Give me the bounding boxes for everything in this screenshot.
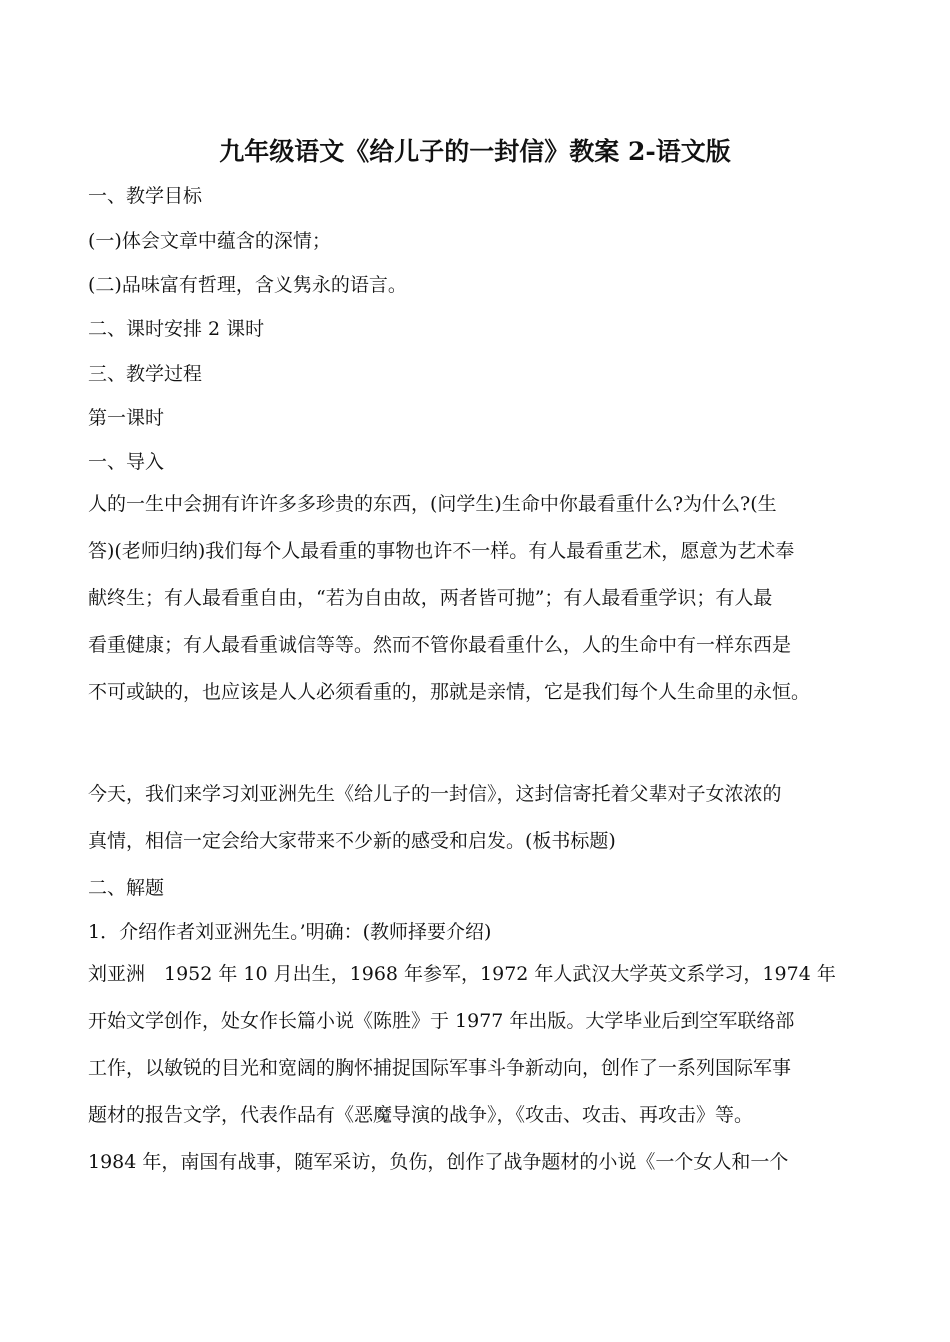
document-title: 九年级语文《给儿子的一封信》教案 2-语文版: [219, 137, 731, 166]
heading-intro: 一、导入: [88, 451, 165, 473]
text-line: 今天，我们来学习刘亚洲先生《给儿子的一封信》，这封信寄托着父辈对子女浓浓的: [88, 783, 782, 805]
list-item-1: 1．介绍作者刘亚洲先生。’明确：(教师择要介绍): [88, 921, 492, 943]
heading-jieti: 二、解题: [88, 877, 165, 899]
heading-process: 三、教学过程: [88, 363, 203, 385]
heading-goals: 一、教学目标: [88, 185, 203, 207]
text-line: 答)(老师归纳)我们每个人最看重的事物也许不一样。有人最看重艺术，愿意为艺术奉: [88, 540, 795, 562]
intro-paragraph-2: [88, 771, 878, 865]
heading-schedule: 二、课时安排 2 课时: [88, 318, 265, 340]
text-line: 工作，以敏锐的目光和宽阔的胸怀捕捉国际军事斗争新动向，创作了一系列国际军事: [88, 1057, 792, 1079]
text-line: 不可或缺的，也应该是人人必须看重的，那就是亲情，它是我们每个人生命里的永恒。: [88, 681, 811, 703]
text-line: 开始文学创作，处女作长篇小说《陈胜》于 1977 年出版。大学毕业后到空军联络部: [88, 1010, 795, 1032]
text-line: 人的一生中会拥有许许多多珍贵的东西，(问学生)生命中你最看重什么?为什么?(生: [88, 493, 777, 515]
lesson-label: 第一课时: [88, 407, 165, 429]
text-line: 献终生；有人最看重自由，“若为自由故，两者皆可抛”；有人最看重学识；有人最: [88, 587, 773, 609]
goal-item-2: (二)品味富有哲理，含义隽永的语言。: [88, 274, 407, 296]
text-line: 看重健康；有人最看重诚信等等。然而不管你最看重什么，人的生命中有一样东西是: [88, 634, 792, 656]
author-bio-paragraph: [88, 951, 878, 1186]
text-line: 真情，相信一定会给大家带来不少新的感受和启发。(板书标题): [88, 830, 616, 852]
text-line: 1984 年，南国有战事，随军采访，负伤，创作了战争题材的小说《一个女人和一个: [88, 1151, 789, 1173]
text-line: 刘亚洲 1952 年 10 月出生，1968 年参军，1972 年人武汉大学英文系学习，1974 年: [88, 963, 836, 985]
intro-paragraph-1: [88, 481, 878, 716]
goal-item-1: (一)体会文章中蕴含的深情；: [88, 230, 331, 252]
text-line: 题材的报告文学，代表作品有《恶魔导演的战争》，《攻击、攻击、再攻击》等。: [88, 1104, 754, 1126]
